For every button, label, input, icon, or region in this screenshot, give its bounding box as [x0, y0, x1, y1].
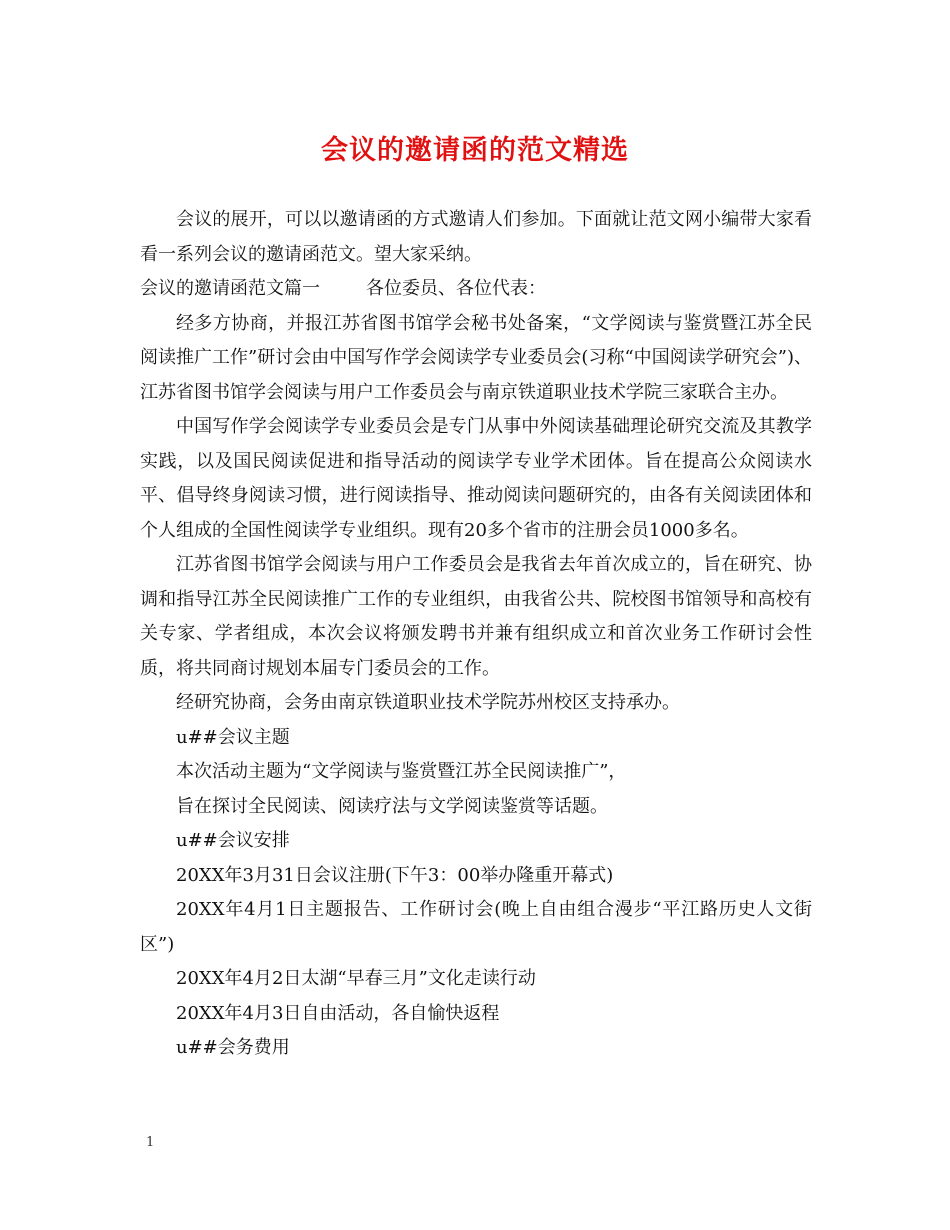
intro-paragraph: 会议的展开，可以以邀请函的方式邀请人们参加。下面就让范文网小编带大家看看一系列会议的邀请函范文。望大家采纳。: [140, 209, 812, 265]
paragraph-host: 经研究协商，会务由南京铁道职业技术学院苏州校区支持承办。: [176, 692, 680, 713]
theme-line: 本次活动主题为“文学阅读与鉴赏暨江苏全民阅读推广”，: [176, 761, 627, 782]
document-title: 会议的邀请函的范文精选: [321, 135, 629, 166]
paragraph-organizers: 经多方协商，并报江苏省图书馆学会秘书处备案，“文学阅读与鉴赏暨江苏全民阅读推广工作”研讨会由中国写作学会阅读学专业委员会(习称“中国阅读学研究会”)、江苏省图书馆学会阅读与用户工作委员会与南京铁道职业技术学院三家联合主办。: [140, 312, 812, 403]
fees-heading: u##会务费用: [176, 1037, 290, 1058]
schedule-item: 20XX年4月1日主题报告、工作研讨会(晚上自由组合漫步“平江路历史人文街区”): [140, 899, 812, 955]
schedule-heading: u##会议安排: [176, 830, 290, 851]
paragraph-reading-association: 中国写作学会阅读学专业委员会是专门从事中外阅读基础理论研究交流及其教学实践，以及国民阅读促进和指导活动的阅读学专业学术团体。旨在提高公众阅读水平、倡导终身阅读习惯，进行阅读指导、推动阅读问题研究的，由各有关阅读团体和个人组成的全国性阅读学专业组织。现有20多个省市的注册会员1000多名。: [140, 416, 812, 541]
theme-line: 旨在探讨全民阅读、阅读疗法与文学阅读鉴赏等话题。: [176, 795, 608, 817]
section-label: 会议的邀请函范文篇一: [140, 278, 320, 299]
schedule-item: 20XX年4月2日太湖“早春三月”文化走读行动: [176, 968, 536, 989]
paragraph-library-committee: 江苏省图书馆学会阅读与用户工作委员会是我省去年首次成立的，旨在研究、协调和指导江苏全民阅读推广工作的专业组织，由我省公共、院校图书馆领导和高校有关专家、学者组成，本次会议将颁发聘书并兼有组织成立和首次业务工作研讨会性质，将共同商讨规划本届专门委员会的工作。: [140, 554, 812, 679]
section-line: [140, 272, 812, 307]
schedule-item: 20XX年4月3日自由活动，各自愉快返程: [176, 1002, 500, 1024]
theme-heading: u##会议主题: [176, 726, 290, 748]
document-body: [140, 203, 812, 1066]
salutation: 各位委员、各位代表：: [366, 278, 546, 299]
page-number: 1: [146, 1135, 155, 1150]
schedule-item: 20XX年3月31日会议注册(下午3：00举办隆重开幕式): [176, 864, 614, 886]
